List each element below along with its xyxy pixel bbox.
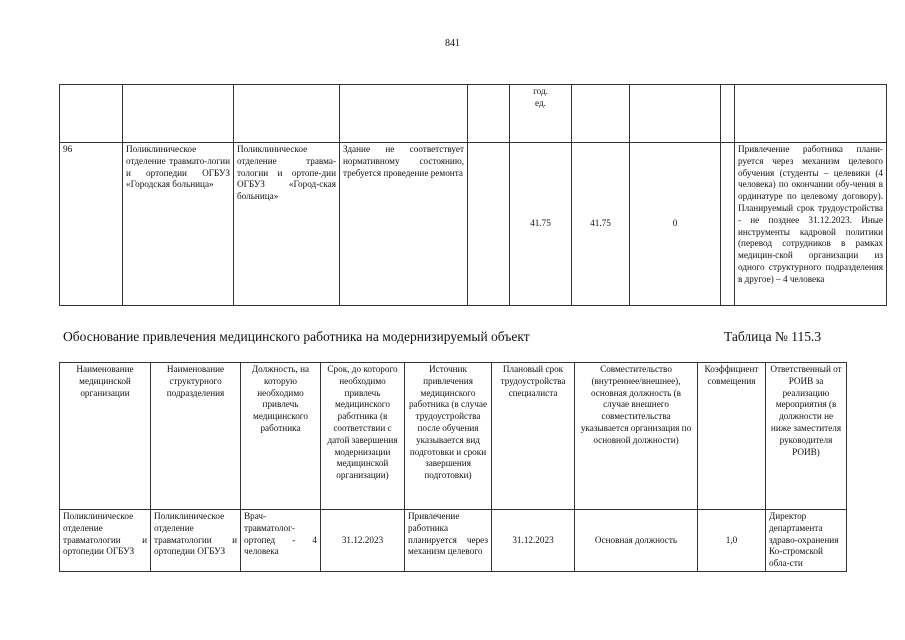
column-header: Срок, до которого необходимо привлечь медицинского работника (в соответствии с датой завершения модернизации медицинской организации) [321, 363, 405, 510]
subdivision-cell: Поликлиническое отделение травматологии и ортопедии ОГБУЗ [151, 510, 241, 572]
table-cell [630, 85, 721, 143]
units-cell: год. ед. [510, 85, 572, 143]
table-cell [60, 85, 123, 143]
column-header: Ответственный от РОИВ за реализацию мероприятия (в должности не ниже заместителя руководителя РОИВ) [766, 363, 847, 510]
table-header-row [60, 363, 847, 510]
row-number: 96 [60, 143, 123, 306]
table-caption: Обоснование привлечения медицинского работника на модернизируемый объект [63, 329, 530, 344]
justification-cell: Здание не соответствует нормативному состоянию, требуется проведение ремонта [340, 143, 468, 306]
column-header: Наименование медицинской организации [60, 363, 151, 510]
coefficient-cell: 1,0 [698, 510, 766, 572]
position-cell: Врач-травматолог-ортопед - 4 человека [241, 510, 321, 572]
value-cell: 41.75 [510, 143, 572, 306]
organization-cell: Поликлиническое отделение травмато-логии и ортопедии ОГБУЗ «Городская больница» [123, 143, 234, 306]
table-row [60, 510, 847, 572]
table-cell [721, 143, 735, 306]
table-cell [340, 85, 468, 143]
table-cell [234, 85, 340, 143]
value-cell: 0 [630, 143, 721, 306]
responsible-cell: Директор департамента здраво-охранения Ко-стромской обла-сти [766, 510, 847, 572]
combination-cell: Основная должность [575, 510, 698, 572]
column-header: Коэффициент совмещения [698, 363, 766, 510]
subdivision-cell: Поликлиническое отделение травма-тологии и ортопе-дии ОГБУЗ «Город-ская больница» [234, 143, 340, 306]
page-number: 841 [445, 38, 460, 49]
table-label: Таблица № 115.3 [724, 329, 822, 344]
table-cell [123, 85, 234, 143]
table-cell [468, 143, 510, 306]
allocation-table [59, 84, 887, 306]
staffing-table [59, 362, 847, 572]
column-header: Источник привлечения медицинского работника (в случае трудоустройства после обучения указывается вид подготовки и сроки завершения подготовки) [405, 363, 492, 510]
planned-date-cell: 31.12.2023 [492, 510, 575, 572]
table-row [60, 143, 887, 306]
deadline-cell: 31.12.2023 [321, 510, 405, 572]
column-header: Совместительство (внутреннее/внешнее), основная должность (в случае внешнего совместительства указывается организация по основной должности) [575, 363, 698, 510]
table-cell [735, 85, 887, 143]
column-header: Должность, на которую необходимо привлечь медицинского работника [241, 363, 321, 510]
table-row [60, 85, 887, 143]
column-header: Наименование структурного подразделения [151, 363, 241, 510]
organization-cell: Поликлиническое отделение травматологии и ортопедии ОГБУЗ [60, 510, 151, 572]
column-header: Плановый срок трудоустройства специалиста [492, 363, 575, 510]
table-cell [572, 85, 630, 143]
value-cell: 41.75 [572, 143, 630, 306]
table-cell [468, 85, 510, 143]
table-cell [721, 85, 735, 143]
source-cell: Привлечение работника планируется через механизм целевого [405, 510, 492, 572]
measures-cell: Привлечение работника плани-руется через механизм целевого обучения (студенты – целевики (4 человека) по окончании обу-чения в ординатуре по целевому договору). Планируемый срок трудоустройства - не позднее 31.12.2023. Иные инструменты кадровой политики (перевод сотрудников в рамках медицин-ской организации из одного структурного подразделения в другое) – 4 человека [735, 143, 887, 306]
